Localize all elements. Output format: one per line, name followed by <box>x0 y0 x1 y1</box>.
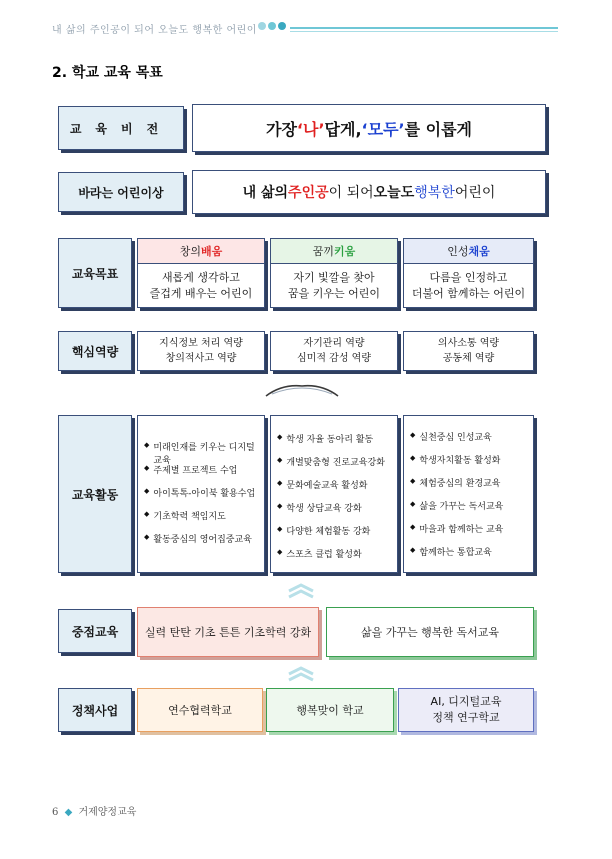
page-number: 6 <box>52 807 59 818</box>
diamond-bullet-icon: ◆ <box>277 479 283 487</box>
goal-body <box>138 264 264 308</box>
policy-text: AI, 디지털교육 <box>430 695 502 708</box>
ideal-child-label: 바라는 어린이상 <box>58 172 184 212</box>
child-highlight-today: 오늘도 <box>373 185 415 201</box>
goal-line: 새롭게 생각하고 <box>162 271 240 284</box>
list-item <box>410 476 529 499</box>
vision-highlight-na: ‘나’ <box>296 119 325 139</box>
vision-text <box>192 104 546 152</box>
focus-label: 중점교육 <box>58 609 132 653</box>
diamond-bullet-icon: ◆ <box>410 431 416 439</box>
activity-text: 다양한 체험활동 강화 <box>286 527 371 537</box>
child-part: 내 삶의 <box>242 185 289 201</box>
vision-highlight-modu: ‘모두’ <box>361 119 405 139</box>
diamond-bullet-icon: ◆ <box>277 433 283 441</box>
competency-card <box>137 331 265 371</box>
list-item <box>277 478 393 501</box>
goal-card-character <box>403 238 534 308</box>
activities-label: 교육활동 <box>58 415 132 573</box>
list-item <box>410 499 529 522</box>
list-item <box>277 501 393 524</box>
list-item <box>277 432 393 455</box>
list-item <box>410 430 529 453</box>
activity-text: 기초학력 책임지도 <box>153 512 226 522</box>
list-item <box>144 486 260 509</box>
goal-head <box>271 239 397 264</box>
list-item <box>277 547 393 570</box>
child-highlight-happy: 행복한 <box>414 185 455 201</box>
footer-text: 거제양정교육 <box>78 807 137 818</box>
policy-text: 행복맞이 학교 <box>296 704 364 717</box>
focus-text: 실력 탄탄 기초 튼튼 기초학력 강화 <box>144 626 312 639</box>
focus-card-reading <box>326 607 534 657</box>
footer <box>52 803 136 818</box>
policy-text: 연수협력학교 <box>168 704 232 717</box>
policy-label: 정책사업 <box>58 688 132 732</box>
activity-text: 미래인재를 키우는 디지털교육 <box>153 443 255 466</box>
list-item <box>144 509 260 532</box>
policy-card-ai-research <box>398 688 534 732</box>
diamond-bullet-icon: ◆ <box>277 456 283 464</box>
goal-body <box>404 264 533 308</box>
activity-text: 문화예술교육 활성화 <box>286 481 368 491</box>
goal-line: 자기 빛깔을 찾아 <box>293 271 375 284</box>
activity-text: 삶을 가꾸는 독서교육 <box>419 502 504 512</box>
activity-text: 실천중심 인성교육 <box>419 433 492 443</box>
child-part: 이 되어 <box>328 185 374 201</box>
policy-text: 정책 연구학교 <box>432 711 500 724</box>
ideal-child-text <box>192 170 546 214</box>
competency-line: 심미적 감성 역량 <box>297 353 371 364</box>
goal-line: 즐겁게 배우는 어린이 <box>149 287 253 300</box>
activity-text: 스포츠 클럽 활성화 <box>286 550 362 560</box>
competency-label: 핵심역량 <box>58 331 132 371</box>
diamond-bullet-icon: ◆ <box>410 500 416 508</box>
diamond-bullet-icon: ◆ <box>410 454 416 462</box>
goal-head-prefix: 꿈끼 <box>312 245 334 258</box>
header-rule-thin <box>290 31 558 32</box>
running-header: 내 삶의 주인공이 되어 오늘도 행복한 어린이 <box>52 25 257 36</box>
activity-text: 주제별 프로젝트 수업 <box>153 466 238 476</box>
list-item <box>144 440 260 466</box>
list-item <box>277 455 393 478</box>
diamond-bullet-icon: ◆ <box>144 441 150 449</box>
diamond-bullet-icon: ◆ <box>144 533 150 541</box>
vision-part: 가장 <box>265 119 297 139</box>
competency-line: 공동체 역량 <box>442 353 495 364</box>
goal-head-accent: 채움 <box>468 245 490 258</box>
activity-text: 학생 자율 동아리 활동 <box>286 435 374 445</box>
competency-line: 창의적사고 역량 <box>165 353 237 364</box>
goal-card-dream <box>270 238 398 308</box>
double-chevron-up-icon <box>286 666 316 682</box>
list-item <box>410 522 529 545</box>
activity-text: 아이톡톡-아이북 활용수업 <box>153 489 256 499</box>
diamond-bullet-icon: ◆ <box>277 502 283 510</box>
focus-card-basic-skills <box>137 607 319 657</box>
diamond-bullet-icon: ◆ <box>410 523 416 531</box>
goal-line: 다름을 인정하고 <box>429 271 508 284</box>
activity-text: 학생 상담교육 강화 <box>286 504 362 514</box>
section-title: 2. 학교 교육 목표 <box>52 65 163 81</box>
activity-text: 학생자치활동 활성화 <box>419 456 501 466</box>
goal-body <box>271 264 397 308</box>
competency-card <box>270 331 398 371</box>
vision-part: 답게, <box>324 119 362 139</box>
goal-head-prefix: 인성 <box>447 245 469 258</box>
activity-text: 활동중심의 영어집중교육 <box>153 535 252 545</box>
competency-line: 의사소통 역량 <box>437 338 500 349</box>
goal-head <box>138 239 264 264</box>
diamond-bullet-icon: ◆ <box>144 487 150 495</box>
footer-diamond-icon: ◆ <box>64 807 73 818</box>
activities-column-1 <box>137 415 265 573</box>
goal-head-accent: 키움 <box>334 245 356 258</box>
list-item <box>144 532 260 555</box>
diamond-bullet-icon: ◆ <box>277 548 283 556</box>
diamond-bullet-icon: ◆ <box>410 546 416 554</box>
vision-part: 를 이롭게 <box>404 119 473 139</box>
goals-label: 교육목표 <box>58 238 132 308</box>
goal-head-prefix: 창의 <box>179 245 201 258</box>
child-part: 어린이 <box>454 185 496 201</box>
focus-text: 삶을 가꾸는 행복한 독서교육 <box>360 626 499 639</box>
list-item <box>277 524 393 547</box>
goal-line: 더불어 함께하는 어린이 <box>411 287 526 300</box>
competency-card <box>403 331 534 371</box>
header-dot <box>278 22 286 30</box>
goal-head-accent: 배움 <box>201 245 223 258</box>
header-rule <box>290 27 558 29</box>
goal-card-creative <box>137 238 265 308</box>
activities-list <box>410 430 529 568</box>
policy-card-training <box>137 688 263 732</box>
goal-line: 꿈을 키우는 어린이 <box>287 287 380 300</box>
goal-head <box>404 239 533 264</box>
vision-label: 교육비전 <box>58 106 184 150</box>
diamond-bullet-icon: ◆ <box>277 525 283 533</box>
list-item <box>410 545 529 568</box>
activity-text: 함께하는 통합교육 <box>419 548 492 558</box>
activity-text: 체험중심의 환경교육 <box>419 479 501 489</box>
brace-connector <box>262 382 342 400</box>
diamond-bullet-icon: ◆ <box>410 477 416 485</box>
activities-column-2 <box>270 415 398 573</box>
header-dot <box>258 22 266 30</box>
activity-text: 마을과 함께하는 교육 <box>419 525 504 535</box>
diamond-bullet-icon: ◆ <box>144 464 150 472</box>
activities-list <box>277 432 393 570</box>
activities-list <box>144 440 260 555</box>
list-item <box>410 453 529 476</box>
header-dots <box>258 22 286 30</box>
child-highlight-protagonist: 주인공 <box>288 185 329 201</box>
policy-card-happy-school <box>266 688 394 732</box>
competency-line: 자기관리 역량 <box>303 338 365 349</box>
header-dot <box>268 22 276 30</box>
double-chevron-up-icon <box>286 583 316 599</box>
activity-text: 개별맞춤형 진로교육강화 <box>286 458 385 468</box>
list-item <box>144 463 260 486</box>
activities-column-3 <box>403 415 534 573</box>
competency-line: 지식정보 처리 역량 <box>159 338 243 349</box>
diamond-bullet-icon: ◆ <box>144 510 150 518</box>
